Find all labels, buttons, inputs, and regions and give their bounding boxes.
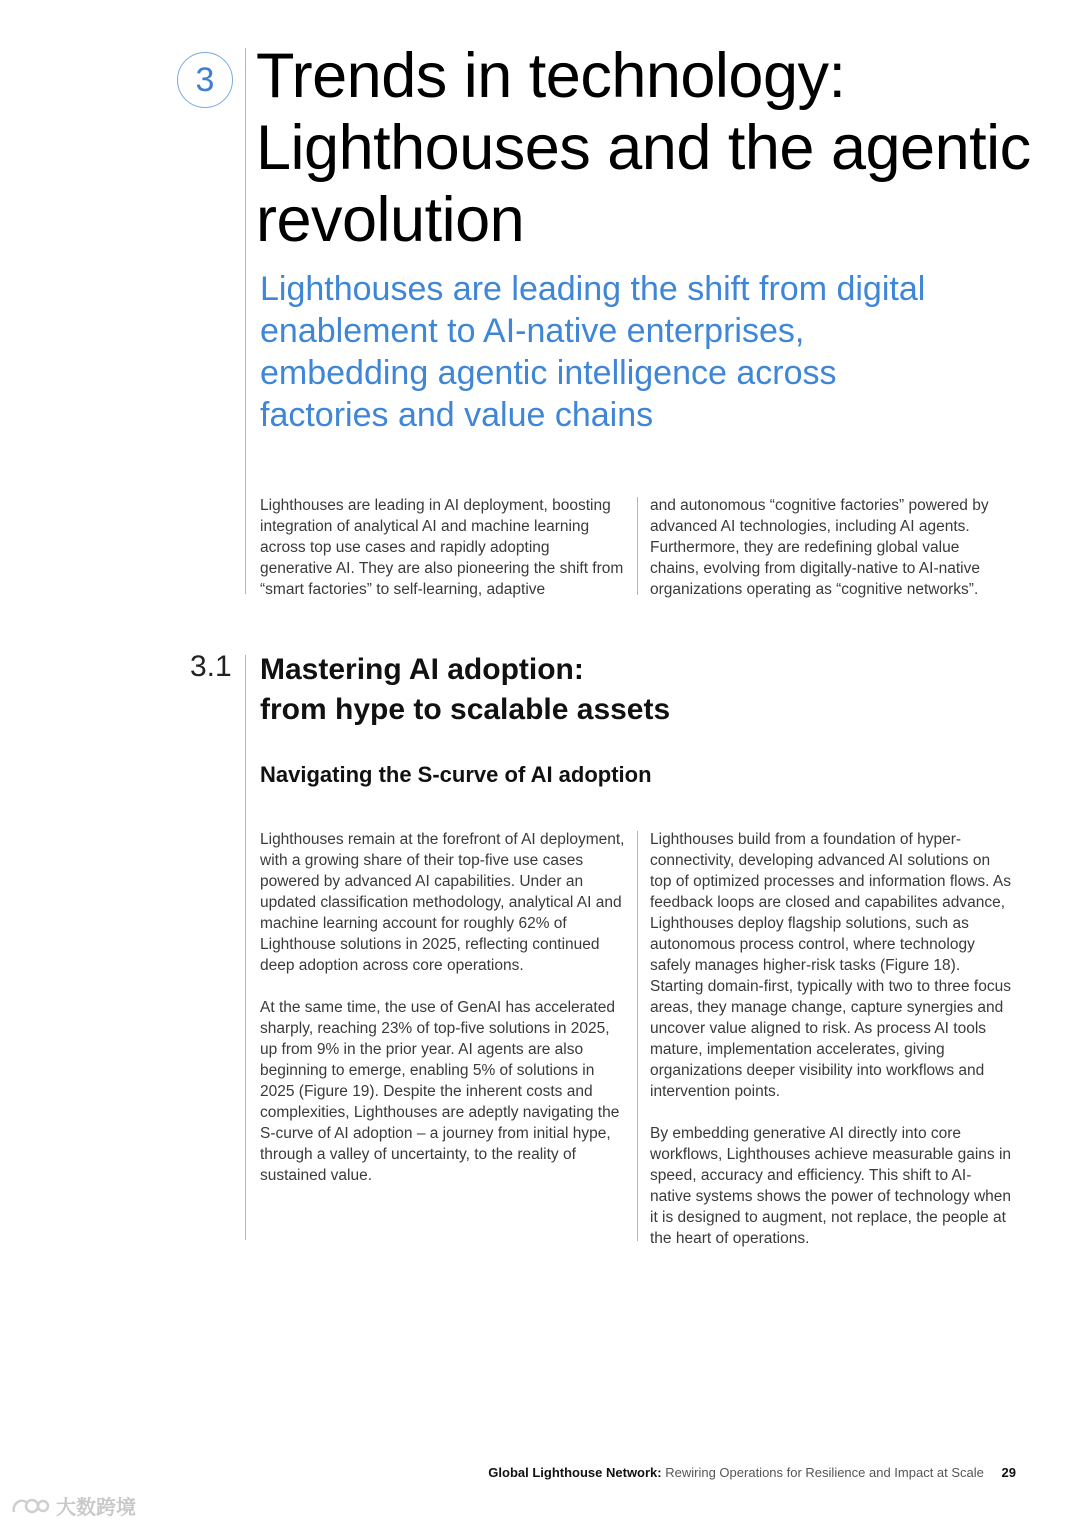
body-paragraph: By embedding generative AI directly into core workflows, Lighthouses achieve measurable gains in speed, accuracy and efficiency. This shift to AI-native systems shows the power of technology when it is designed to augment, not replace, the people at the heart of operations. bbox=[650, 1125, 1012, 1247]
section-divider-rule bbox=[245, 655, 246, 1240]
watermark-text: 大数跨境 bbox=[56, 1497, 136, 1519]
watermark bbox=[10, 1491, 136, 1520]
footer-subtitle: Rewiring Operations for Resilience and Impact at Scale bbox=[665, 1465, 984, 1480]
section-title bbox=[260, 650, 860, 730]
section-title-line1: Mastering AI adoption: bbox=[260, 653, 584, 686]
body-paragraph: At the same time, the use of GenAI has accelerated sharply, reaching 23% of top-five solutions in 2025, up from 9% in the prior year. AI agents are also beginning to emerge, enabling 5% of solutions in 2025 (Figure 19). Despite the inherent costs and complexities, Lighthouses are adeptly navigating the S-curve of AI adoption – a journey from initial hype, through a valley of uncertainty, to the reality of sustained value. bbox=[260, 999, 620, 1184]
intro-text-left: Lighthouses are leading in AI deployment, boosting integration of analytical AI and machine learning across top use cases and rapidly adopting generative AI. They are also pioneering the shift from “smart factories” to self-learning, adaptive bbox=[260, 497, 624, 598]
body-paragraph: Lighthouses remain at the forefront of AI deployment, with a growing share of their top-five use cases powered by advanced AI capabilities. Under an updated classification methodology, analytical AI and machine learning account for roughly 62% of Lighthouse solutions in 2025, reflecting continued deep adoption across core operations. bbox=[260, 831, 625, 974]
body-column-right bbox=[650, 829, 1012, 1270]
section-subheading: Navigating the S-curve of AI adoption bbox=[260, 762, 652, 787]
chapter-divider-rule bbox=[245, 48, 246, 594]
body-column-divider bbox=[637, 831, 638, 1241]
body-column-left bbox=[260, 829, 630, 1207]
chapter-title: Trends in technology: Lighthouses and the agentic revolution bbox=[256, 41, 1031, 255]
page-footer bbox=[488, 1465, 1016, 1480]
chapter-subtitle: Lighthouses are leading the shift from digital enablement to AI-native enterprises, embedding agentic intelligence across factories and value chains bbox=[260, 270, 926, 434]
intro-text-right: and autonomous “cognitive factories” powered by advanced AI technologies, including AI agents. Furthermore, they are redefining global value chains, evolving from digitally-native to AI-native organizations operating as “cognitive networks”. bbox=[650, 497, 989, 598]
section-title-line2: from hype to scalable assets bbox=[260, 693, 671, 726]
body-paragraph: Lighthouses build from a foundation of hyper-connectivity, developing advanced AI solutions on top of optimized processes and information flows. As feedback loops are closed and capabilites advance, Lighthouses deploy flagship solutions, such as autonomous process control, where technology safely manages higher-risk tasks (Figure 18). Starting domain-first, typically with two to three focus areas, they manage change, capture synergies and uncover value aligned to risk. As process AI tools mature, implementation accelerates, giving organizations deeper visibility into workflows and intervention points. bbox=[650, 831, 1011, 1100]
chapter-number-badge bbox=[177, 52, 233, 108]
page-number: 29 bbox=[1001, 1465, 1016, 1480]
watermark-logo-icon bbox=[10, 1494, 50, 1518]
intro-column-divider bbox=[637, 497, 638, 595]
footer-publication: Global Lighthouse Network: bbox=[488, 1465, 662, 1480]
section-number: 3.1 bbox=[190, 650, 232, 683]
chapter-number: 3 bbox=[195, 60, 215, 99]
